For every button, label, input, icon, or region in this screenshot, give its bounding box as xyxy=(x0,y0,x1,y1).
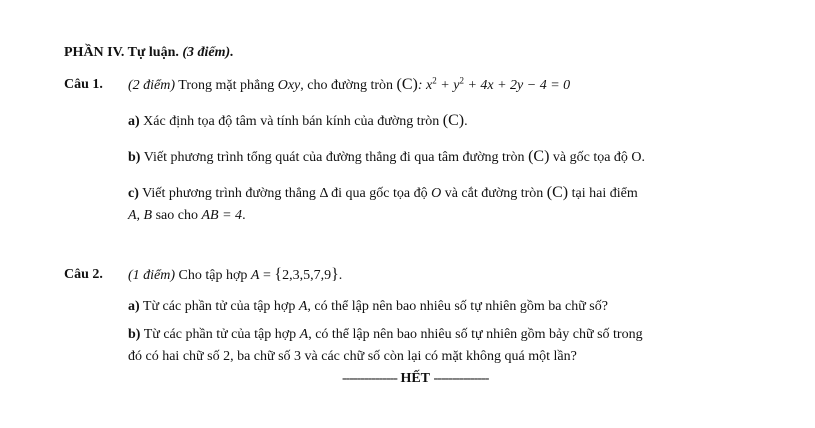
set-close-brace: } xyxy=(331,266,339,283)
question-1c-text3: và cắt đường tròn xyxy=(444,186,544,201)
question-1b-text: Viết phương trình tổng quát của đường thẳng đi qua tâm đường tròn xyxy=(143,150,525,165)
question-1a-text: Xác định tọa độ tâm và tính bán kính của đường tròn xyxy=(143,114,440,129)
set-items: 2,3,5,7,9 xyxy=(282,268,332,283)
question-1b xyxy=(128,148,645,167)
question-1-intro: Trong mặt phẳng xyxy=(178,78,275,93)
end-dashes-left: --------------- xyxy=(342,371,397,386)
circle-symbol: (C) xyxy=(396,76,418,93)
question-2-header xyxy=(64,266,103,284)
section-title-bold: PHẦN IV. Tự luận. xyxy=(64,45,179,60)
plane-name: Oxy xyxy=(277,78,301,93)
question-1c-end: . xyxy=(242,208,246,223)
equation-exponent-x: 2 xyxy=(432,75,437,86)
question-1-stem xyxy=(128,76,570,95)
question-1a xyxy=(128,112,468,131)
origin-symbol: O xyxy=(431,186,442,201)
set-end: . xyxy=(338,268,343,283)
question-1-label: Câu 1. xyxy=(64,77,103,92)
question-2a-text1: Từ các phần tử của tập hợp xyxy=(142,299,296,314)
question-1c-text1: Viết phương trình đường thẳng xyxy=(142,186,316,201)
question-1b-label: b) xyxy=(128,150,141,165)
question-1c-text4: tại hai điểm xyxy=(571,186,638,201)
question-1c-label: c) xyxy=(128,186,139,201)
end-dashes-right: --------------- xyxy=(433,371,489,386)
end-marker xyxy=(342,370,488,388)
question-1a-end: . xyxy=(464,114,468,129)
question-1c-text2: đi qua gốc tọa độ xyxy=(331,186,428,201)
question-1-header xyxy=(64,76,103,94)
question-1b-text2: và gốc tọa độ O. xyxy=(552,150,646,165)
set-name: A xyxy=(250,268,260,283)
set-equals: = xyxy=(259,268,275,283)
section-title-points: (3 điểm). xyxy=(182,45,234,60)
ab-condition: AB = 4 xyxy=(201,208,243,223)
question-1b-circle: (C) xyxy=(528,148,550,165)
question-2b-set: A xyxy=(299,327,309,342)
question-2b-text1: Từ các phần tử của tập hợp xyxy=(143,327,297,342)
delta-symbol: Δ xyxy=(319,186,328,201)
question-2-label: Câu 2. xyxy=(64,267,103,282)
question-2b-text3: đó có hai chữ số 2, ba chữ số 3 và các chữ số còn lại có mặt không quá một lần? xyxy=(128,349,577,364)
set-open-brace: { xyxy=(274,266,283,283)
question-2a-text2: , có thể lập nên bao nhiêu số tự nhiên gồm ba chữ số? xyxy=(307,299,608,314)
question-2b-line2 xyxy=(128,348,577,366)
question-1c-circle: (C) xyxy=(546,184,569,201)
question-2a xyxy=(128,298,608,316)
question-2-points: (1 điểm) xyxy=(128,268,176,283)
question-2a-set: A xyxy=(298,299,308,314)
equation-mid: + y xyxy=(436,78,460,93)
question-1a-circle: (C) xyxy=(442,112,465,129)
question-2b-text2: , có thể lập nên bao nhiêu số tự nhiên gồm bảy chữ số trong xyxy=(308,327,643,342)
question-1c-line2 xyxy=(128,207,246,225)
points-ab: A, B xyxy=(128,208,153,223)
section-title xyxy=(64,44,234,62)
question-2b-label: b) xyxy=(128,327,141,342)
question-1a-label: a) xyxy=(128,114,140,129)
question-2a-label: a) xyxy=(128,299,140,314)
end-text: HẾT xyxy=(400,371,431,386)
equation-prefix: : x xyxy=(417,78,433,93)
question-2-stem xyxy=(128,266,342,285)
question-1-intro2: , cho đường tròn xyxy=(300,78,394,93)
equation-exponent-y: 2 xyxy=(459,75,464,86)
question-2b-line1 xyxy=(128,326,643,344)
question-1-points: (2 điểm) xyxy=(128,78,176,93)
question-1c-line1 xyxy=(128,184,638,203)
question-2-intro: Cho tập hợp xyxy=(178,268,248,283)
question-1c-text5: sao cho xyxy=(155,208,198,223)
equation-rest: + 4x + 2y − 4 = 0 xyxy=(463,78,571,93)
